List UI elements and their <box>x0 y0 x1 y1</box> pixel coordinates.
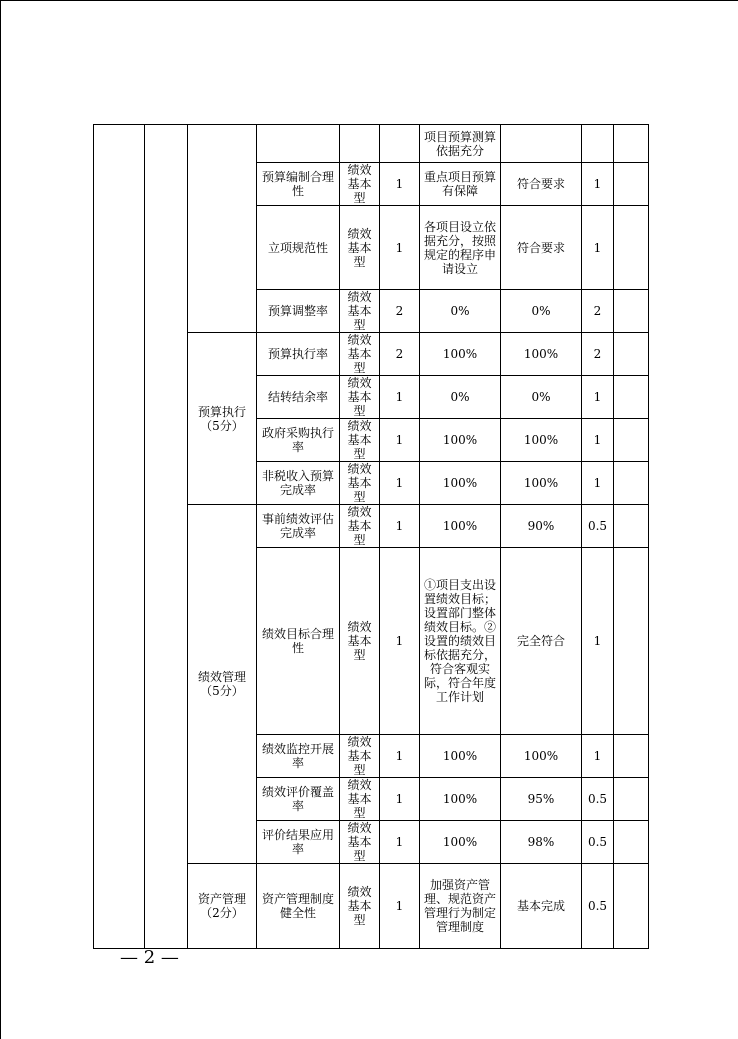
remark-cell <box>614 376 649 419</box>
type-cell: 绩效基本型 <box>340 778 380 821</box>
standard-cell: 重点项目预算有保障 <box>420 163 501 206</box>
standard-cell: 各项目设立依据充分，按照规定的程序申请设立 <box>420 206 501 290</box>
group-cell-prev <box>188 125 257 333</box>
table-row <box>94 125 649 163</box>
actual-cell: 完全符合 <box>501 548 582 735</box>
standard-cell: 100% <box>420 735 501 778</box>
indicator-cell: 政府采购执行率 <box>257 419 340 462</box>
score-cell: 1 <box>582 735 614 778</box>
weight-cell: 1 <box>380 864 420 949</box>
group-cell-performance-management: 绩效管理（5分） <box>188 505 257 864</box>
score-cell <box>582 125 614 163</box>
standard-cell: 项目预算测算依据充分 <box>420 125 501 163</box>
actual-cell: 0% <box>501 376 582 419</box>
remark-cell <box>614 505 649 548</box>
actual-cell: 0% <box>501 290 582 333</box>
score-cell: 0.5 <box>582 864 614 949</box>
remark-cell <box>614 163 649 206</box>
standard-cell: 100% <box>420 821 501 864</box>
standard-cell: 加强资产管理、规范资产管理行为制定管理制度 <box>420 864 501 949</box>
type-cell: 绩效基本型 <box>340 163 380 206</box>
remark-cell <box>614 778 649 821</box>
remark-cell <box>614 419 649 462</box>
standard-cell: 100% <box>420 505 501 548</box>
type-cell: 绩效基本型 <box>340 376 380 419</box>
page-number: — 2 — <box>120 947 179 968</box>
score-cell: 1 <box>582 419 614 462</box>
weight-cell: 1 <box>380 505 420 548</box>
indicator-cell: 预算执行率 <box>257 333 340 376</box>
type-cell: 绩效基本型 <box>340 821 380 864</box>
standard-cell: 100% <box>420 462 501 505</box>
indicator-cell: 非税收入预算完成率 <box>257 462 340 505</box>
indicator-cell: 绩效评价覆盖率 <box>257 778 340 821</box>
remark-cell <box>614 821 649 864</box>
type-cell: 绩效基本型 <box>340 206 380 290</box>
group-cell-budget-execution: 预算执行（5分） <box>188 333 257 505</box>
page-edge-top <box>0 0 738 1</box>
type-cell: 绩效基本型 <box>340 290 380 333</box>
score-cell: 1 <box>582 206 614 290</box>
indicator-cell <box>257 125 340 163</box>
score-cell: 1 <box>582 376 614 419</box>
page-edge-left <box>0 0 1 1039</box>
standard-cell: 0% <box>420 290 501 333</box>
actual-cell <box>501 125 582 163</box>
score-cell: 0.5 <box>582 505 614 548</box>
actual-cell: 98% <box>501 821 582 864</box>
weight-cell: 1 <box>380 735 420 778</box>
group-cell-asset-management: 资产管理（2分） <box>188 864 257 949</box>
actual-cell: 符合要求 <box>501 163 582 206</box>
standard-cell: 100% <box>420 778 501 821</box>
weight-cell: 2 <box>380 333 420 376</box>
weight-cell: 1 <box>380 163 420 206</box>
score-cell: 0.5 <box>582 778 614 821</box>
score-cell: 1 <box>582 548 614 735</box>
score-cell: 2 <box>582 333 614 376</box>
type-cell: 绩效基本型 <box>340 462 380 505</box>
remark-cell <box>614 548 649 735</box>
weight-cell: 1 <box>380 462 420 505</box>
score-cell: 2 <box>582 290 614 333</box>
type-cell: 绩效基本型 <box>340 333 380 376</box>
weight-cell: 1 <box>380 376 420 419</box>
weight-cell: 2 <box>380 290 420 333</box>
actual-cell: 100% <box>501 419 582 462</box>
actual-cell: 100% <box>501 735 582 778</box>
remark-cell <box>614 206 649 290</box>
type-cell <box>340 125 380 163</box>
indicator-cell: 绩效目标合理性 <box>257 548 340 735</box>
type-cell: 绩效基本型 <box>340 864 380 949</box>
indicator-cell: 事前绩效评估完成率 <box>257 505 340 548</box>
remark-cell <box>614 125 649 163</box>
score-cell: 0.5 <box>582 821 614 864</box>
standard-cell: ①项目支出设置绩效目标；设置部门整体绩效目标。②设置的绩效目标依据充分，符合客观实际，符合年度工作计划 <box>420 548 501 735</box>
standard-cell: 0% <box>420 376 501 419</box>
weight-cell: 1 <box>380 206 420 290</box>
remark-cell <box>614 864 649 949</box>
evaluation-table <box>93 124 649 949</box>
remark-cell <box>614 290 649 333</box>
type-cell: 绩效基本型 <box>340 505 380 548</box>
actual-cell: 100% <box>501 462 582 505</box>
type-cell: 绩效基本型 <box>340 419 380 462</box>
type-cell: 绩效基本型 <box>340 735 380 778</box>
remark-cell <box>614 462 649 505</box>
actual-cell: 100% <box>501 333 582 376</box>
level1-cell <box>94 125 145 949</box>
weight-cell: 1 <box>380 419 420 462</box>
indicator-cell: 预算编制合理性 <box>257 163 340 206</box>
remark-cell <box>614 735 649 778</box>
type-cell: 绩效基本型 <box>340 548 380 735</box>
standard-cell: 100% <box>420 419 501 462</box>
indicator-cell: 结转结余率 <box>257 376 340 419</box>
weight-cell: 1 <box>380 821 420 864</box>
weight-cell <box>380 125 420 163</box>
indicator-cell: 评价结果应用率 <box>257 821 340 864</box>
score-cell: 1 <box>582 163 614 206</box>
indicator-cell: 立项规范性 <box>257 206 340 290</box>
level2-cell <box>145 125 188 949</box>
score-cell: 1 <box>582 462 614 505</box>
weight-cell: 1 <box>380 778 420 821</box>
weight-cell: 1 <box>380 548 420 735</box>
actual-cell: 90% <box>501 505 582 548</box>
standard-cell: 100% <box>420 333 501 376</box>
indicator-cell: 预算调整率 <box>257 290 340 333</box>
remark-cell <box>614 333 649 376</box>
indicator-cell: 资产管理制度健全性 <box>257 864 340 949</box>
actual-cell: 95% <box>501 778 582 821</box>
indicator-cell: 绩效监控开展率 <box>257 735 340 778</box>
actual-cell: 符合要求 <box>501 206 582 290</box>
actual-cell: 基本完成 <box>501 864 582 949</box>
